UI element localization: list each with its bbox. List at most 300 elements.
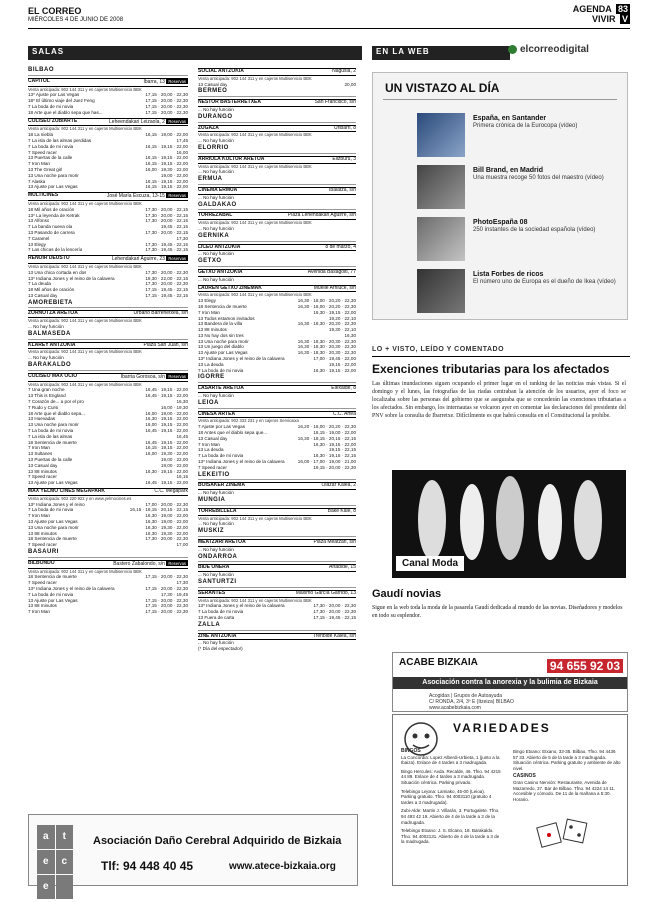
showtimes: 17,30 · 20,00 · 22,30 xyxy=(313,603,356,609)
cinema-header[interactable] xyxy=(198,411,356,419)
cinema-header[interactable] xyxy=(28,255,188,264)
cinema-address: Plaza San Juan, s/n xyxy=(143,341,188,348)
showtimes: 16,30 · 19,30 · 22,00 xyxy=(145,530,188,536)
film-title: 13* Indiana Jones y el reino de la calavera xyxy=(28,585,115,591)
film-title: 7 La boda de mi novia xyxy=(28,428,74,434)
showtime-row xyxy=(198,107,356,113)
town-heading: GETXO xyxy=(198,259,356,267)
showtimes: 16,00 · 19,15 · 22,00 xyxy=(145,422,188,428)
film-title: 7 Speed racer xyxy=(28,542,57,548)
film-title: 13 Ajuste por Las Vegas xyxy=(198,350,248,356)
showtimes: 17,30 · 20,00 · 22,30 xyxy=(313,609,356,615)
showtimes: 17,15 · 19,45 · 22,15 xyxy=(145,292,188,298)
film-title: 7 La boda de mi novia xyxy=(28,591,74,597)
vistazo-item[interactable] xyxy=(417,113,617,157)
acabe-footer xyxy=(429,693,514,711)
listings-column-1 xyxy=(28,66,188,615)
cinema-header[interactable] xyxy=(198,539,356,547)
acabe-address: C/ RONDA, 2/4, 3º E (Itzeiza) BILBAO xyxy=(429,699,514,705)
town-heading: BERMEO xyxy=(198,89,356,97)
cinema-address-group xyxy=(333,412,356,418)
showtimes: 17,15 · 20,00 · 22,30 xyxy=(145,585,188,591)
showtime-row xyxy=(198,490,356,496)
showtimes: 17,15 · 20,00 · 22,30 xyxy=(145,609,188,615)
film-title: 13 88 minutos xyxy=(198,327,227,333)
cinema-header[interactable] xyxy=(28,342,188,350)
showtimes: 17,30 · 20,00 · 22,15 xyxy=(145,206,188,212)
cinema-name: MEATZARI ARETOA xyxy=(198,539,246,545)
vistazo-item-title: Lista Forbes de ricos xyxy=(473,271,544,278)
reservas-badge[interactable]: Reservas xyxy=(168,193,186,199)
cinema-address-group xyxy=(313,540,356,546)
cinema-header[interactable] xyxy=(198,633,356,641)
film-title: 13 88 minutos xyxy=(28,468,57,474)
variedades-entry: Telebingo Etxano: J. S. Elcano, 18. Barakaldo. Tfno. 94 4002131. Abierto de 4 de la tarde a 3 de la madrugada. xyxy=(401,828,500,845)
cinema-address: 8 de marzo, 4 xyxy=(325,243,356,250)
showtimes: 16,00 · 19,30 · 22,00 xyxy=(145,451,188,457)
showtimes: 16,30 · 19,15 · 22,00 xyxy=(313,367,356,373)
showtimes: 16,15 · 19,00 · 22,00 xyxy=(313,430,356,436)
showtimes: 16,30 · 18,15 · 20,15 · 22,15 xyxy=(297,435,356,441)
cinema-header[interactable] xyxy=(198,285,356,293)
film-title: 7 Caramel xyxy=(28,235,50,241)
newspaper-header xyxy=(28,6,123,23)
film-title: 7 Iron Man xyxy=(198,309,220,315)
cinema-address-group xyxy=(315,100,356,106)
cinema-address: Elexalde, 8 xyxy=(331,385,356,392)
variedades-entry: Bingo Hercules: Avda. Recalde, 46. Tfno. 94 4215 44 89. Enlace de 4 tardes a 3 madrugada. Situación céntrica. Parking privado. xyxy=(401,768,501,785)
cinema-address-group xyxy=(334,126,356,132)
showtimes: 16,45 · 19,15 · 22,00 xyxy=(145,387,188,393)
showtimes: 19,15 · 22,00 xyxy=(328,361,356,367)
showtimes: 17,00 · 20,00 · 22,30 xyxy=(145,501,188,507)
film-title: 13 Casual day xyxy=(198,81,228,87)
cinema-header[interactable] xyxy=(198,68,356,76)
showtimes: 16,15 · 19,15 · 22,00 xyxy=(145,178,188,184)
cinema-name: LASARTE ARETOA xyxy=(198,385,244,392)
film-title: 7 La boda de mi novia xyxy=(28,143,74,149)
showtimes: 16,00 · 19,00 · 22,00 xyxy=(145,410,188,416)
reservas-badge[interactable]: Reservas xyxy=(168,373,186,379)
cinema-header[interactable] xyxy=(28,118,188,127)
film-title: 13* Indiana Jones y el reino xyxy=(28,501,85,507)
film-title: 13* Indiana Jones y el reino de la calavera xyxy=(198,459,285,465)
showtimes: 17,15 · 19,45 · 22,15 xyxy=(313,614,356,620)
sales-info: Venta anticipada: 902 144 311 y en cajeros Multiservicio BBK xyxy=(28,86,142,92)
sales-info: Venta anticipada: 902 144 311 y en cajeros Multiservicio BBK xyxy=(28,349,142,355)
cinema-address-group xyxy=(112,256,188,263)
header-rule xyxy=(28,28,630,29)
film-title: 7 Alaska xyxy=(28,178,46,184)
vistazo-item-text xyxy=(473,115,577,130)
cinema-header[interactable] xyxy=(198,564,356,572)
showtime-row xyxy=(198,368,356,374)
film-title: 13 Huevadas xyxy=(28,416,56,422)
acabe-website[interactable]: www.acabebizkaia.com xyxy=(429,705,481,711)
showtimes: 16,30 · 19,15 · 22,00 xyxy=(313,309,356,315)
film-title: 18 Mil años de oración xyxy=(28,206,75,212)
film-title: 18 Sentencia de muerte xyxy=(28,536,77,542)
town-heading: ZALLA xyxy=(198,623,356,631)
atece-logo-cell: e xyxy=(37,875,55,899)
film-title: ... No hay función xyxy=(198,393,234,399)
film-title: 7 La boda de mi novia xyxy=(198,609,244,615)
cinema-header[interactable] xyxy=(198,482,356,490)
cinema-address-group xyxy=(314,286,356,292)
vistazo-item-desc: El número uno de Europa es el dueño de Ikea (vídeo) xyxy=(473,278,616,285)
cinema-header[interactable] xyxy=(28,560,188,569)
cinema-address: Plaza Meatzari, s/n xyxy=(313,539,356,545)
film-title: 7 Iron Man xyxy=(28,609,50,615)
atece-website[interactable]: www.atece-bizkaia.org xyxy=(229,861,336,872)
showtimes: 17,30 · 19,45 · 22,15 xyxy=(145,241,188,247)
gaudi-headline[interactable]: Gaudí novias xyxy=(372,588,442,600)
film-title: ... No hay función xyxy=(198,138,234,144)
vistazo-item-text xyxy=(473,219,595,234)
film-title: ... No hay función xyxy=(28,324,64,330)
cinema-address: Urbano Barrenetxea, s/n xyxy=(133,310,188,317)
acabe-logo: ACABE BIZKAIA xyxy=(399,657,478,668)
cinema-address: Trenbide Kalea, s/n xyxy=(312,632,356,639)
showtimes: 16,30 · 19,15 · 22,00 xyxy=(145,416,188,422)
cinema-address: Nagusia, 2 xyxy=(332,68,356,74)
variedades-title: VARIEDADES xyxy=(453,721,551,735)
cinema-address: Ibarra, 13 xyxy=(143,78,165,85)
film-title: 7 Speed racer xyxy=(28,474,57,480)
showtimes: 16,30 · 19,15 · 22,15 xyxy=(313,453,356,459)
film-title: ... No hay función xyxy=(198,546,234,552)
showtimes: 16,30 xyxy=(176,399,188,405)
showtimes: 16,30 · 18,30 · 20,30 · 22,30 xyxy=(297,350,356,356)
cinema-name: LAUREN GETXO ZINEMAK xyxy=(198,284,262,291)
cinema-address-group xyxy=(134,311,188,317)
showtimes: 16,15 · 18,15 · 20,15 · 22,15 xyxy=(129,507,188,513)
cinema-address-group xyxy=(313,634,356,640)
cinema-header[interactable] xyxy=(198,187,356,195)
dice-icon xyxy=(535,815,595,855)
variedades-entry: Telebingo Lejona: Lamiako, 45-00 (Leioa). Parking gratuito. Tfno. 94 4003110 (gratuito 4 tardes a 3 madrugada). xyxy=(401,788,492,805)
vistazo-item-desc: Primera crónica de la Eurocopa (vídeo) xyxy=(473,122,578,129)
atece-ad[interactable] xyxy=(28,814,358,892)
sales-info: Venta anticipada: 902 144 311 y en cajeros Multiservicio BBK xyxy=(28,263,142,269)
cinema-address: Muelle Arriluce, s/n xyxy=(313,284,356,291)
showtime-row xyxy=(198,169,356,175)
film-title: ... No hay función xyxy=(198,251,234,257)
film-title: 7 Speed racer xyxy=(198,464,227,470)
reservas-badge[interactable]: Reservas xyxy=(168,78,186,84)
cinema-address-group xyxy=(332,157,356,163)
showtimes: 17,30 · 20,00 · 22,30 xyxy=(145,536,188,542)
film-title: 18 Arte que el diablo sepa que has... xyxy=(28,109,103,115)
cinema-name: CAPITOL xyxy=(28,77,50,84)
cinema-name: CINEMA ERMUA xyxy=(198,186,238,193)
sales-info: Venta anticipada: 902 144 311 y en cajeros Multiservicio BBK xyxy=(198,220,312,226)
vistazo-item-desc: 250 instantes de la sociedad española (vídeo) xyxy=(473,226,596,233)
cinema-header[interactable] xyxy=(198,269,356,277)
showtime-row xyxy=(28,542,188,548)
vistazo-thumbnail xyxy=(417,165,465,209)
showtimes: 17,00 · 19,45 · 22,00 xyxy=(313,356,356,362)
variedades-category: BINGOS xyxy=(401,748,421,754)
film-title: 7 La banda nueva ola xyxy=(28,224,73,230)
showtimes: 17,15 · 20,00 · 22,30 xyxy=(145,597,188,603)
showtimes: 19,45 · 22,15 xyxy=(160,224,188,230)
showtime-row xyxy=(198,646,356,652)
cinema-header[interactable] xyxy=(28,488,188,496)
film-title: 13 Una noche para morir xyxy=(28,422,79,428)
showtime-row xyxy=(28,247,188,253)
sales-info: Venta anticipada: 902 144 311 y en cajeros Multiservicio BBK xyxy=(198,163,312,169)
sales-info: Venta anticipada: 902 144 311 y en cajeros Multiservicio BBK xyxy=(28,318,142,324)
cinema-address: Ibalatza, s/n xyxy=(329,186,356,193)
date-line: MIÉRCOLES 4 DE JUNIO DE 2008 xyxy=(28,17,124,23)
sales-info: Venta anticipada: 902 144 311 y en cajeros Multiservicio BBK xyxy=(198,132,312,138)
film-title: 13 Fuera de carta xyxy=(198,614,235,620)
film-title: 7 La isla de las almas perdidas xyxy=(28,137,92,143)
acabe-ad[interactable] xyxy=(392,652,628,712)
film-title: 13* Indiana Jones y el reino de la calavera xyxy=(198,356,285,362)
sales-info: Venta anticipada: 902 144 311 y en cajeros Multiservicio BBK xyxy=(198,515,312,521)
reservas-badge[interactable]: Reservas xyxy=(168,256,186,262)
sales-info: Venta anticipada: 902 144 311 y en cajeros Multiservicio BBK xyxy=(28,381,142,387)
lvl-body: Las últimas inundaciones siguen ocupando el primer lugar en el ranking de las noticias más vistas. Si el domingo y el lunes, las fotografías de las riadas centraban la atención de los usuarios, ayer el foco se localizaba sobre las personas del gobierno que se aseguraba que se concederán las exenciones tributarias a los afectados. Sin embargo, los internautas se volcaron ayer en comentar las declaraciones del presidente del PNV sobre la consulta de Ibarretxe. Difícilmente es que habrá consulta en el Constitucional la prohíbe. xyxy=(372,381,626,419)
film-title: 18 Sentencia de muerte xyxy=(28,439,77,445)
film-title: 13 La deuda xyxy=(198,361,224,367)
film-title: ... No hay función xyxy=(28,355,64,361)
cinema-header[interactable] xyxy=(28,78,188,87)
atece-phone: Tlf: 94 448 40 45 xyxy=(101,859,194,873)
reservas-badge[interactable]: Reservas xyxy=(168,560,186,566)
showtimes: 16,30 · 18,30 · 20,30 · 22,30 xyxy=(297,338,356,344)
film-title: 7 La boda de mi novia xyxy=(28,103,74,109)
showtimes: 17,30 · 19,45 · 22,15 xyxy=(145,247,188,253)
film-title: 13 Puertas de la calle xyxy=(28,457,73,463)
cinema-address-group xyxy=(329,188,356,194)
paper-name: EL CORREO xyxy=(28,6,82,16)
film-title: 13 This is England xyxy=(28,393,66,399)
reservas-badge[interactable]: Reservas xyxy=(168,118,186,124)
cinema-header[interactable] xyxy=(198,590,356,598)
film-title: 13 Sultanes xyxy=(28,451,53,457)
showtime-row xyxy=(28,293,188,299)
cinema-name: CINESA ARTEA xyxy=(198,410,236,417)
section-header xyxy=(573,4,630,24)
variedades-entry: Gran Casino Nervión: Restaurante, Avenida de Mazarredo, 37. Bar de Bilbao. Tfno. 94 4224 14 11. Accesible y cómodo. De 11 de la mañana a 5:30. Horario. xyxy=(513,779,616,802)
atece-logo-cell xyxy=(56,875,74,899)
variedades-entry: Zubi-Alde: Martin J. Villarán, 3. Portugalete. Tfno. 94 493 42 19. Abierto de 4 de la tarde a 3 de la madrugada. xyxy=(401,808,500,825)
cinema-address-group xyxy=(296,591,356,597)
showtimes: 16,45 · 19,15 · 22,00 xyxy=(145,480,188,486)
cinema-address-group xyxy=(144,79,188,86)
showtimes: 17,15 · 20,00 · 22,30 xyxy=(145,92,188,98)
showtimes: 16,00 · 19,30 xyxy=(160,404,188,410)
cinema-header[interactable] xyxy=(198,508,356,516)
showtimes: 17,30 · 20,00 · 22,30 xyxy=(145,269,188,275)
cinema-header[interactable] xyxy=(28,373,188,382)
showtimes: 17,00 xyxy=(176,542,188,548)
showtimes: 20,00 xyxy=(344,81,356,87)
variedades-entry: Bingo Etxano: Etxano, 33-35. Bilbao. Tfno. 94 4436 57 33. Abierto de 5 de la tarde a 3 madrugada. Situación céntrica. Parking gratuito y ambiente de alto nivel. xyxy=(513,749,621,771)
film-title: 7 La boda de mi novia xyxy=(198,453,244,459)
town-heading: GERNIKA xyxy=(198,234,356,242)
vistazo-thumbnail xyxy=(417,269,465,313)
film-title: 13 88 minutos xyxy=(28,530,57,536)
town-heading: IGORRE xyxy=(198,375,356,383)
showtimes: 16,00 · 19,30 · 22,00 xyxy=(145,166,188,172)
cinema-address-group xyxy=(154,489,188,495)
town-heading: LEIOA xyxy=(198,401,356,409)
cinema-address-group xyxy=(328,509,356,515)
vistazo-title: UN VISTAZO AL DÍA xyxy=(385,81,500,95)
showtimes: 16,30 · 19,00 · 22,00 xyxy=(145,518,188,524)
vistazo-item-text xyxy=(473,271,616,286)
cinema-name: COLISEO ZUBIARTE xyxy=(28,117,78,124)
film-title: 13 No hay dos sin tres xyxy=(198,332,244,338)
cinema-address: Olazar Kalea, 2 xyxy=(321,482,356,489)
cinema-address-group xyxy=(325,245,356,251)
cinema-address: Artabide, 15 xyxy=(329,564,356,571)
showtimes: 17,15 · 20,00 · 22,30 xyxy=(145,109,188,115)
showtime-row xyxy=(28,324,188,330)
film-title: 13 Casual day xyxy=(198,435,228,441)
showtime-row xyxy=(198,393,356,399)
film-title: 13 Una noche para morir xyxy=(28,172,79,178)
town-heading: BASAURI xyxy=(28,550,188,558)
film-title: (* Día del espectador) xyxy=(198,646,243,652)
cinema-name: BILBONDO xyxy=(28,559,55,566)
variedades-entry: La Concordia: Lopez Alberdi-Urbieta, 1 (junto a la Ibaiza). Enlace de 4 tardes a 3 madrugada. xyxy=(401,754,500,766)
logo-dot-icon xyxy=(508,45,517,54)
showtimes: 16,30 · 18,30 · 20,20 · 22,30 xyxy=(297,321,356,327)
cinema-address: C.C. Megapark xyxy=(154,488,188,494)
film-title: 13 Pasando de carrera xyxy=(28,229,75,235)
film-title: ... No hay función xyxy=(198,572,234,578)
film-title: 13* La leyenda de Ketrak xyxy=(28,212,80,218)
variedades-right-column xyxy=(513,749,621,805)
cinema-header[interactable] xyxy=(198,125,356,133)
cinema-name: SERANTES xyxy=(198,589,226,596)
vistazo-item-title: Bill Brand, en Madrid xyxy=(473,167,544,174)
town-heading: DURANGO xyxy=(198,115,356,123)
cinema-name: ZUGAZA xyxy=(198,124,219,131)
showtimes: 17,30 xyxy=(176,580,188,586)
film-title: 13 Todos estamos invitados xyxy=(198,315,255,321)
cinema-address: Máximo García Garrido, 13 xyxy=(295,589,356,596)
film-title: 7 Iron Man xyxy=(198,441,220,447)
cinema-address-group xyxy=(332,69,356,75)
film-title: 13 La deuda xyxy=(198,447,224,453)
film-title: 18 Arte que el diablo sepa... xyxy=(28,410,85,416)
canal-moda-label[interactable]: Canal Moda xyxy=(396,556,464,571)
showtimes: 17,15 · 19,45 · 22,15 xyxy=(145,287,188,293)
salas-section-bar: SALAS xyxy=(28,46,362,60)
showtime-row xyxy=(28,480,188,486)
town-heading: ELORRIO xyxy=(198,146,356,154)
showtimes: 16,30 · 18,00 · 20,20 · 22,30 xyxy=(297,303,356,309)
film-title: 13 Ajuste por Las Vegas xyxy=(28,184,78,190)
showtimes: 17,30 · 20,00 · 22,15 xyxy=(145,229,188,235)
film-title: 18 Sentencia de muerte xyxy=(28,574,77,580)
film-title: 13 Una chica cortada en dos xyxy=(28,269,87,275)
cinema-name: ZORNOTZA ARETOA xyxy=(28,310,78,317)
cinema-header[interactable] xyxy=(28,192,188,201)
film-title: 18 Mil años de oración xyxy=(28,287,75,293)
cinema-name: GETXO ANTZOKIA xyxy=(198,268,243,275)
cinema-address: C.C. Artea xyxy=(332,410,356,417)
cinema-header[interactable] xyxy=(198,212,356,220)
variedades-category: CASINOS xyxy=(513,773,536,780)
cinema-address-group xyxy=(121,374,188,381)
film-title: 7 Speed racer xyxy=(28,580,57,586)
town-heading: BILBAO xyxy=(28,68,188,76)
lvl-headline[interactable]: Exenciones tributarias para los afectados xyxy=(372,362,610,376)
cinema-name: TORREBILLELA xyxy=(198,507,237,514)
vistazo-item[interactable] xyxy=(417,269,617,313)
cinema-name: COLISEO MAX OCIO xyxy=(28,372,78,379)
showtime-row xyxy=(198,226,356,232)
film-title: 13 Bandera de la villa xyxy=(198,321,243,327)
cinema-header[interactable] xyxy=(198,385,356,393)
cinema-address: San Francisco, s/n xyxy=(314,99,356,106)
acabe-services: Acogidas | Grupos de Autoayuda xyxy=(429,693,503,699)
showtime-row xyxy=(28,110,188,116)
vistazo-item-title: PhotoEspaña 08 xyxy=(473,219,528,226)
showtimes: 17,15 · 20,00 · 22,30 xyxy=(145,574,188,580)
film-title: 7 La boda de mi novia xyxy=(28,507,74,513)
cinema-header[interactable] xyxy=(198,156,356,164)
showtimes: 17,15 · 20,00 · 22,30 xyxy=(145,603,188,609)
showtimes: 17,15 · 20,00 · 22,30 xyxy=(145,103,188,109)
film-title: 13 Elegy xyxy=(198,298,216,304)
town-heading: ONDARROA xyxy=(198,555,356,563)
vistazo-item[interactable] xyxy=(417,217,617,261)
showtimes: 16,15 · 19,15 · 22,00 xyxy=(145,184,188,190)
cinema-address: Bake Kale, 8 xyxy=(327,507,356,514)
showtimes: 16,30 xyxy=(344,332,356,338)
cinema-address-group xyxy=(288,213,356,219)
showtimes: 16,30 · 19,00 · 22,00 xyxy=(145,513,188,519)
showtimes: 19,00 · 22,00 xyxy=(160,462,188,468)
showtimes: 19,00 · 22,00 xyxy=(160,457,188,463)
cinema-header[interactable] xyxy=(198,244,356,252)
town-heading: AMOREBIETA xyxy=(28,301,188,309)
vistazo-item-desc: Una muestra recoge 50 fotos del maestro (vídeo) xyxy=(473,174,604,181)
showtimes: 19,00 · 22,00 xyxy=(160,172,188,178)
film-title: 7 La deuda xyxy=(28,281,51,287)
vistazo-item[interactable] xyxy=(417,165,617,209)
vistazo-thumbnail xyxy=(417,217,465,261)
showtimes: 17,30 · 20,00 · 22,15 xyxy=(145,212,188,218)
web-section-bar: EN LA WEB xyxy=(372,46,510,60)
cinema-address-group xyxy=(331,386,356,392)
sales-info: Venta anticipada: 902 144 311 y en cajeros Multiservicio BBK xyxy=(28,568,142,574)
cinema-header[interactable] xyxy=(198,99,356,107)
atece-logo-cell: a xyxy=(37,825,55,849)
film-title: 13 Alfonso xyxy=(28,218,50,224)
film-title: ... No hay función xyxy=(198,225,234,231)
cinema-header[interactable] xyxy=(28,310,188,318)
showtimes: 16,00 · 17,00 · 19,00 · 21,00 xyxy=(297,459,356,465)
cinema-name: TORREZABAL xyxy=(198,212,233,219)
cinema-address-group xyxy=(113,561,188,568)
showtimes: 16,15 · 19,15 · 22,00 xyxy=(145,445,188,451)
subsection-badge: V xyxy=(621,14,628,24)
cinema-name: SOCIAL ANTZOKIA xyxy=(198,68,244,74)
film-title: 13* Indiana Jones y el reino de la calavera xyxy=(28,275,115,281)
showtime-row xyxy=(198,521,356,527)
cinema-name: RENOIR DEUSTO xyxy=(28,255,70,262)
film-title: ... No hay función xyxy=(198,276,234,282)
